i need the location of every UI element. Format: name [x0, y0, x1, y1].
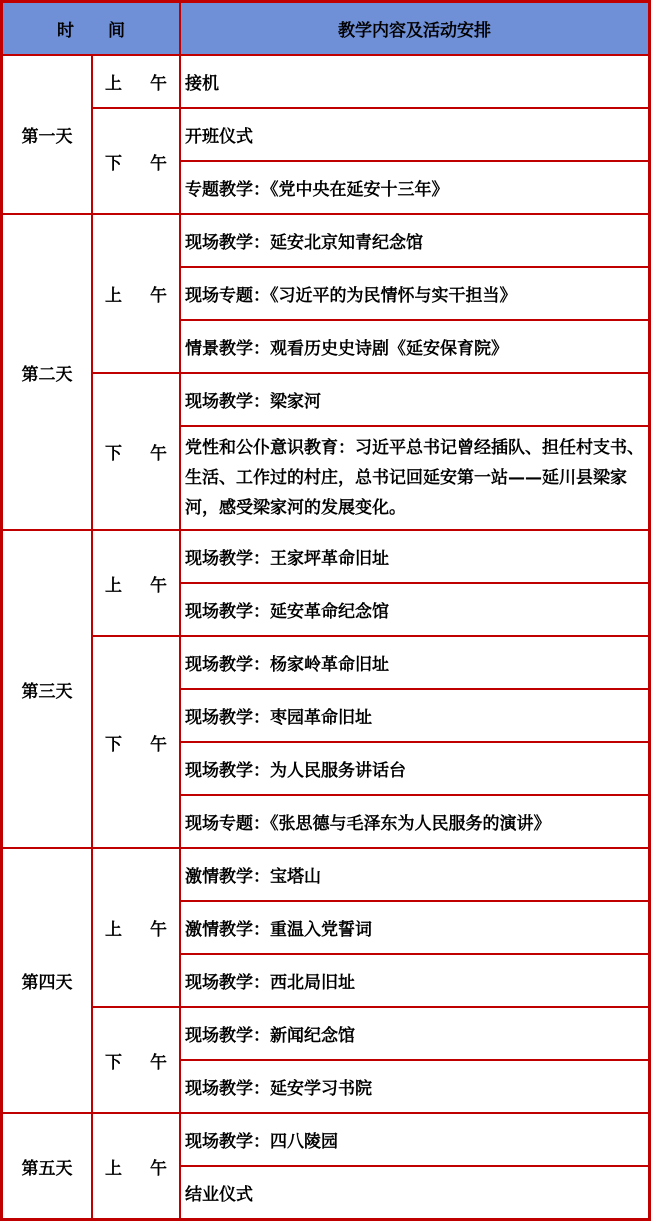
- session-label: [92, 530, 180, 636]
- session-label-part2: 午: [150, 1158, 167, 1179]
- activity-item: 现场教学：梁家河: [180, 373, 649, 426]
- activity-item: 现场专题：《张思德与毛泽东为人民服务的演讲》: [180, 795, 649, 848]
- session-label: [92, 214, 180, 373]
- activity-item: 专题教学：《党中央在延安十三年》: [180, 161, 649, 214]
- activity-item: 现场教学：杨家岭革命旧址: [180, 636, 649, 689]
- activity-item: 现场教学：枣园革命旧址: [180, 689, 649, 742]
- session-label-part2: 午: [150, 575, 167, 596]
- schedule-row: [2, 108, 649, 161]
- day-label: 第三天: [2, 530, 92, 848]
- session-label-part2: 午: [150, 74, 167, 94]
- activity-item: 情景教学：观看历史史诗剧《延安保育院》: [180, 320, 649, 373]
- session-label: [92, 108, 180, 214]
- session-label: [92, 1113, 180, 1219]
- session-label-part2: 午: [150, 286, 167, 306]
- day-label: 第二天: [2, 214, 92, 530]
- session-label-part1: 下: [105, 1052, 122, 1073]
- schedule-body: [2, 2, 649, 1219]
- header-row: [2, 2, 649, 55]
- session-label-part1: 上: [105, 575, 122, 596]
- session-label-part1: 下: [105, 734, 122, 755]
- activity-item: 接机: [180, 55, 649, 108]
- schedule-row: [2, 55, 649, 108]
- schedule-row: [2, 1113, 649, 1166]
- day-label: 第一天: [2, 55, 92, 214]
- session-label: [92, 636, 180, 848]
- activity-item: 现场教学：为人民服务讲话台: [180, 742, 649, 795]
- activity-item: 现场教学：西北局旧址: [180, 954, 649, 1007]
- activity-item: 现场教学：延安北京知青纪念馆: [180, 214, 649, 267]
- session-label-part2: 午: [150, 153, 167, 174]
- session-label-part1: 下: [105, 444, 122, 464]
- session-label: [92, 1007, 180, 1113]
- schedule-row: [2, 214, 649, 267]
- day-label: 第五天: [2, 1113, 92, 1219]
- activity-item: 现场教学：王家坪革命旧址: [180, 530, 649, 583]
- session-label-part1: 上: [105, 920, 122, 940]
- session-label-part1: 下: [105, 153, 122, 174]
- session-label-part2: 午: [150, 734, 167, 755]
- schedule-row: [2, 530, 649, 583]
- session-label: [92, 373, 180, 530]
- schedule-row: [2, 636, 649, 689]
- activity-item: 激情教学：重温入党誓词: [180, 901, 649, 954]
- session-label-part1: 上: [105, 1158, 122, 1179]
- content-header: 教学内容及活动安排: [180, 2, 649, 55]
- schedule-row: [2, 373, 649, 426]
- activity-item: 党性和公仆意识教育：习近平总书记曾经插队、担任村支书、生活、工作过的村庄，总书记回延安第一站——延川县梁家河，感受梁家河的发展变化。: [180, 426, 649, 530]
- activity-item: 现场教学：四八陵园: [180, 1113, 649, 1166]
- session-label-part2: 午: [150, 1052, 167, 1073]
- session-label-part2: 午: [150, 444, 167, 464]
- activity-item: 激情教学：宝塔山: [180, 848, 649, 901]
- session-label: [92, 848, 180, 1007]
- activity-item: 结业仪式: [180, 1166, 649, 1219]
- session-label-part1: 上: [105, 286, 122, 306]
- session-label-part1: 上: [105, 74, 122, 94]
- session-label-part2: 午: [150, 920, 167, 940]
- time-header: 时 间: [2, 2, 180, 55]
- activity-item: 现场专题：《习近平的为民情怀与实干担当》: [180, 267, 649, 320]
- schedule-row: [2, 848, 649, 901]
- schedule-row: [2, 1007, 649, 1060]
- activity-item: 现场教学：延安革命纪念馆: [180, 583, 649, 636]
- activity-item: 现场教学：新闻纪念馆: [180, 1007, 649, 1060]
- session-label: [92, 55, 180, 108]
- activity-item: 现场教学：延安学习书院: [180, 1060, 649, 1113]
- activity-item: 开班仪式: [180, 108, 649, 161]
- day-label: 第四天: [2, 848, 92, 1113]
